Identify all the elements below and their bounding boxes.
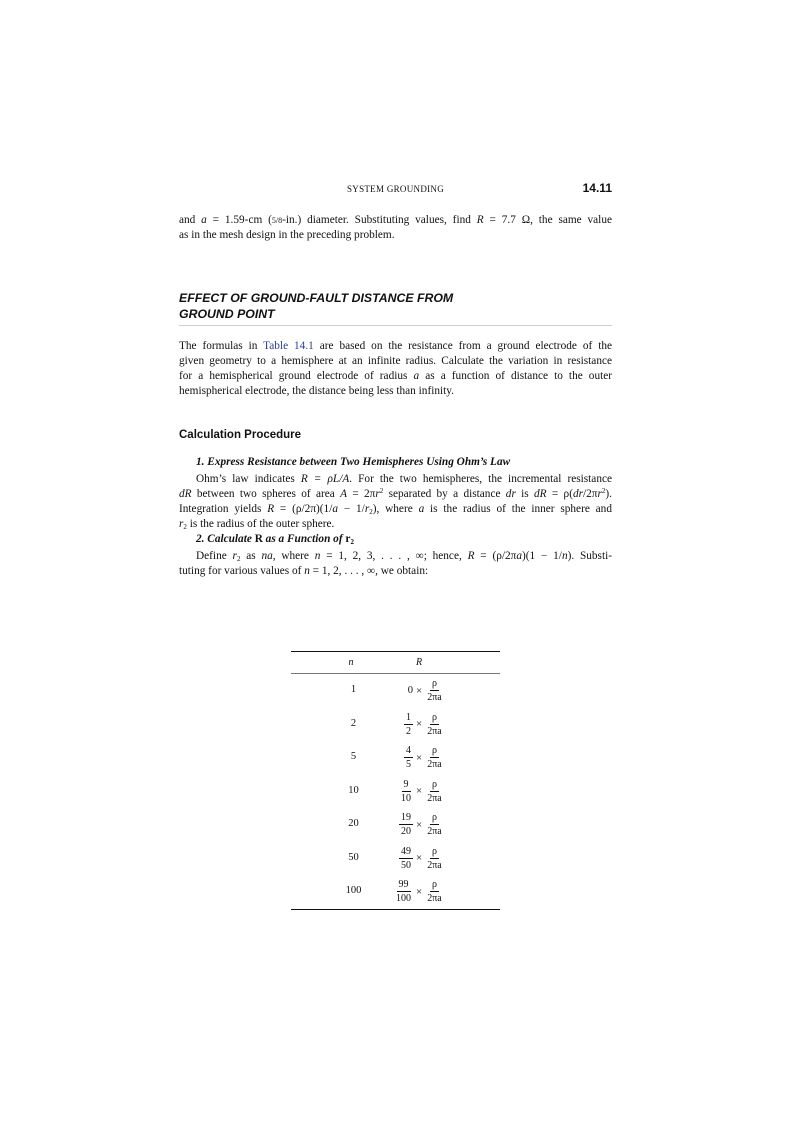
- ratio-denominator: 2: [406, 725, 411, 737]
- times-sign: ×: [416, 852, 423, 865]
- ratio-denominator: 20: [401, 826, 411, 838]
- rho-over-2pi-a: [425, 712, 444, 737]
- ratio-value: 0: [407, 685, 413, 697]
- table-14-1-link[interactable]: Table 14.1: [263, 340, 314, 352]
- two-pi-a-denominator: 2πa: [427, 725, 442, 737]
- table-row: [291, 708, 500, 742]
- ratio-numerator: 49: [401, 845, 411, 857]
- section-line-2: given geometry to a hemisphere at an infinite radius. Calculate the variation in resistance: [179, 355, 612, 367]
- table-row: [291, 808, 500, 842]
- step-2-paragraph: [179, 549, 612, 579]
- step-2-heading: 2. Calculate R as a Function of $r_2$: [196, 533, 354, 546]
- step-1-heading: 1. Express Resistance between Two Hemispheres Using Ohm’s Law: [196, 456, 511, 468]
- step-2-line-2: tuting for various values of n = 1, 2, . . . , ∞, we obtain:: [179, 565, 429, 577]
- intro-paragraph: [179, 213, 612, 243]
- rho-over-2pi-a: [425, 846, 444, 871]
- fraction-five-eighths: 5/8: [271, 216, 283, 225]
- header-R: R: [416, 657, 423, 668]
- two-pi-a-denominator: 2πa: [427, 859, 442, 871]
- rho-numerator: ρ: [431, 845, 437, 857]
- ratio-fraction: [399, 846, 413, 871]
- times-sign: ×: [416, 751, 423, 764]
- cell-n: 20: [348, 818, 359, 829]
- ratio-denominator: 5: [406, 759, 411, 771]
- page-number: 14.11: [582, 181, 612, 195]
- rho-over-2pi-a: [425, 745, 444, 770]
- ratio-fraction: [394, 879, 413, 904]
- rho-numerator: ρ: [431, 678, 437, 690]
- ratio-fraction: [399, 779, 413, 804]
- table-bottom-rule: [291, 909, 500, 910]
- ratio-denominator: 100: [396, 893, 411, 905]
- section-paragraph: [179, 339, 612, 399]
- table-row: [291, 842, 500, 876]
- ratio-denominator: 10: [401, 792, 411, 804]
- times-sign: ×: [416, 885, 423, 898]
- running-head-title: SYSTEM GROUNDING: [346, 184, 445, 194]
- running-head: [179, 181, 612, 197]
- rho-over-2pi-a: [425, 678, 444, 703]
- intro-line-1: and a = 1.59-cm (5/8-in.) diameter. Substituting values, find R = 7.7 Ω, the same value: [179, 214, 612, 226]
- step-2-line-1: Define $r_2$ as na, where n = 1, 2, 3, . . . , ∞; hence, R = (ρ/2πa)(1 − 1/n). Substi-: [196, 550, 612, 563]
- times-sign: ×: [416, 785, 423, 798]
- cell-n: 2: [350, 717, 357, 729]
- two-pi-a-denominator: 2πa: [427, 692, 442, 704]
- ratio-numerator: 4: [406, 745, 411, 757]
- step-1-paragraph: [179, 472, 612, 532]
- cell-n: 10: [348, 784, 359, 796]
- rho-over-2pi-a: [425, 779, 444, 804]
- cell-R: [389, 775, 469, 809]
- rho-over-2pi-a: [425, 879, 444, 904]
- cell-R: [389, 741, 469, 775]
- table-row: [291, 741, 500, 775]
- step-1-line-2: dR between two spheres of area $A = 2\pi r^2$ separated by a distance dr is dR = $\rho(dr/2\pi r^2)$.: [179, 487, 612, 500]
- ratio-fraction: [404, 712, 413, 737]
- cell-R: [389, 674, 469, 708]
- rho-over-2pi-a: [425, 812, 444, 837]
- table-row: [291, 875, 500, 909]
- cell-R: [389, 808, 469, 842]
- ratio-numerator: 19: [401, 812, 411, 824]
- ratio-numerator: 9: [403, 778, 409, 790]
- two-pi-a-denominator: 2πa: [427, 792, 442, 804]
- section-line-3: for a hemispherical ground electrode of radius a as a function of distance to the outer: [179, 370, 613, 382]
- step-1-line-1: Ohm’s law indicates R = ρL/A. For the two hemispheres, the incremental resistance: [196, 473, 612, 485]
- times-sign: ×: [416, 818, 423, 831]
- table-body: [291, 674, 500, 909]
- cell-n: 1: [350, 684, 357, 695]
- section-line-1: The formulas in Table 14.1 are based on the resistance from a ground electrode of the: [179, 340, 612, 352]
- ratio-denominator: 50: [401, 859, 411, 871]
- step-1-line-4: $r_2$ is the radius of the outer sphere.: [179, 518, 335, 531]
- section-line-4: hemispherical electrode, the distance being less than infinity.: [179, 385, 455, 397]
- times-sign: ×: [416, 684, 423, 697]
- table-row: [291, 775, 500, 809]
- cell-R: [389, 875, 469, 909]
- rho-numerator: ρ: [431, 711, 437, 723]
- cell-n: 5: [350, 751, 357, 762]
- table-row: [291, 674, 500, 708]
- rho-numerator: ρ: [431, 812, 437, 824]
- two-pi-a-denominator: 2πa: [427, 759, 442, 771]
- two-pi-a-denominator: 2πa: [427, 893, 442, 905]
- header-n: n: [348, 657, 354, 668]
- intro-line-2: as in the mesh design in the preceding problem.: [179, 229, 395, 241]
- table-header-row: [291, 652, 500, 673]
- two-pi-a-denominator: 2πa: [427, 826, 442, 838]
- cell-R: [389, 842, 469, 876]
- times-sign: ×: [416, 718, 423, 731]
- cell-R: [389, 708, 469, 742]
- ratio-fraction: [399, 812, 413, 837]
- step-1-line-3: Integration yields $R = (\rho/2\pi)(1/a - 1/r_2)$, where a is the radius of the inner sphere and: [179, 503, 612, 516]
- ratio-numerator: 1: [406, 711, 411, 723]
- resistance-table: [291, 651, 500, 910]
- cell-n: 50: [348, 851, 359, 863]
- section-heading: EFFECT OF GROUND-FAULT DISTANCE FROM GROUND POINT: [179, 290, 612, 326]
- ratio-numerator: 99: [398, 879, 409, 891]
- rho-numerator: ρ: [431, 879, 437, 891]
- rho-numerator: ρ: [431, 778, 437, 790]
- rho-numerator: ρ: [431, 745, 437, 757]
- calculation-procedure-heading: Calculation Procedure: [179, 429, 302, 441]
- ratio-fraction: [404, 745, 413, 770]
- cell-n: 100: [345, 885, 362, 896]
